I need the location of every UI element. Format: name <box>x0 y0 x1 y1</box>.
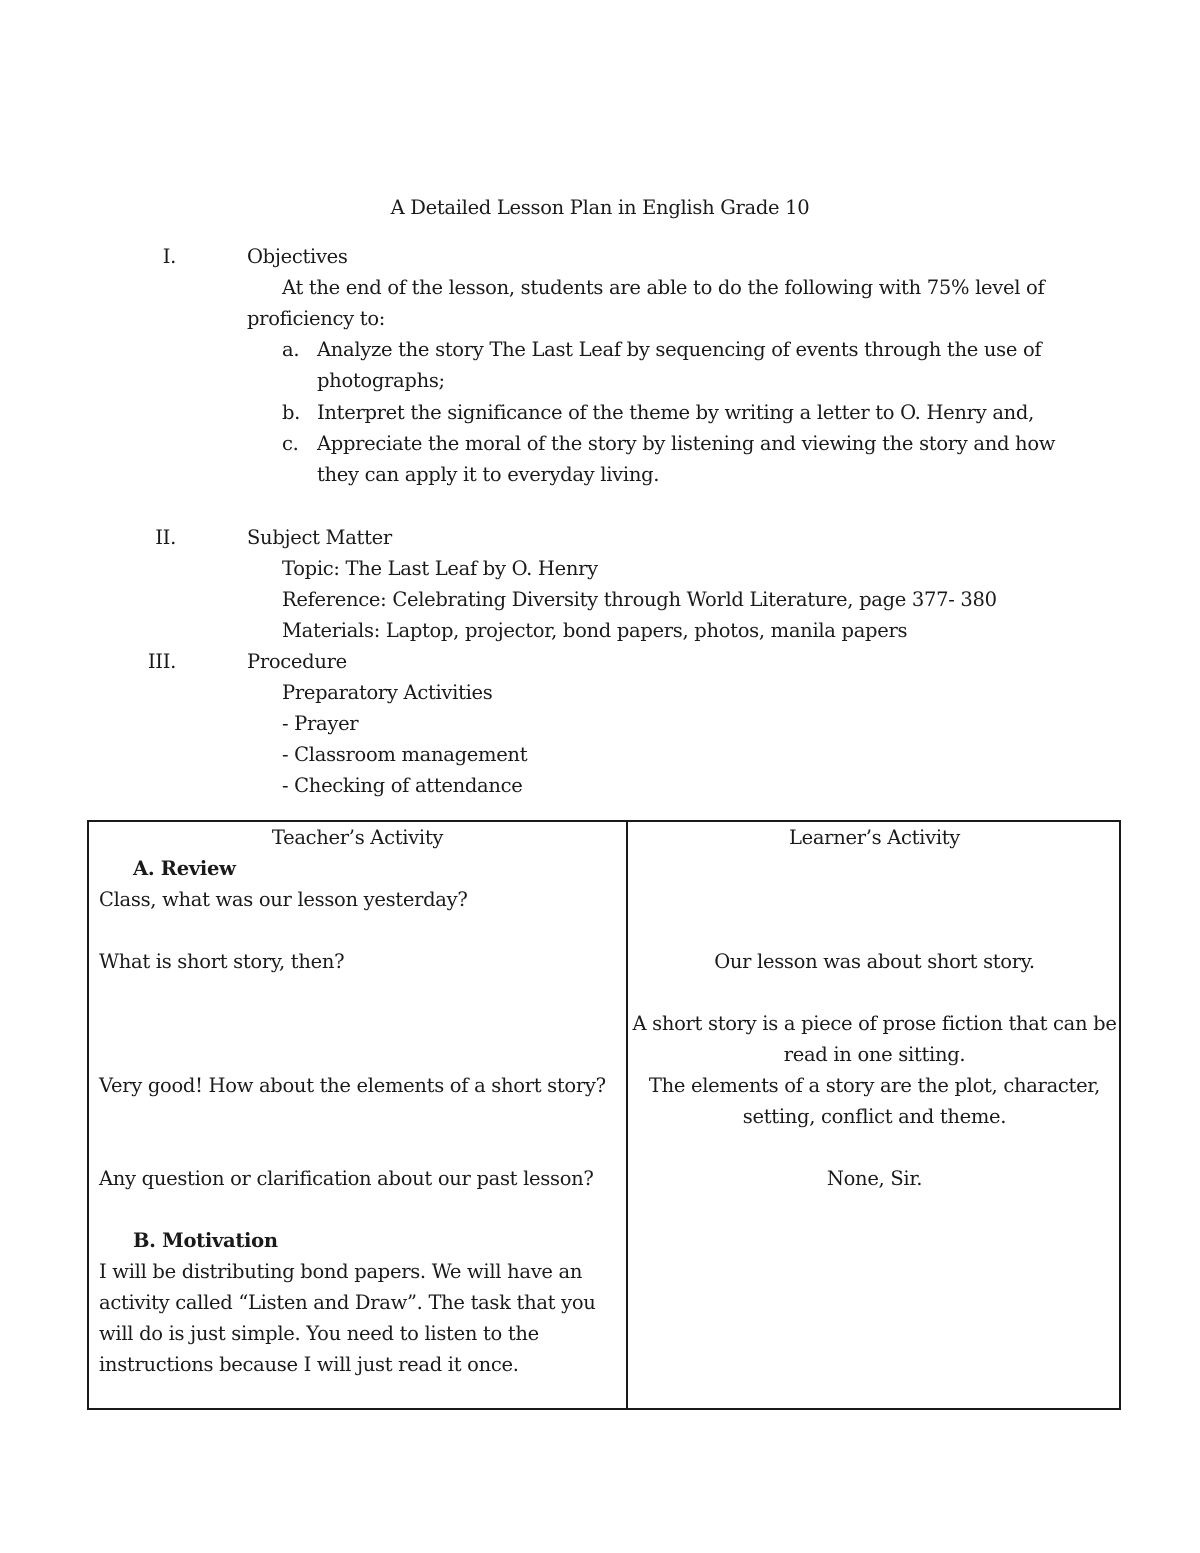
section-heading-subject-matter: Subject Matter <box>247 526 392 549</box>
objective-a-line1: Analyze the story The Last Leaf by sequencing of events through the use of <box>317 338 1042 361</box>
table-header-teacher: Teacher’s Activity <box>271 826 444 849</box>
procedure-item-prayer: - Prayer <box>282 712 359 735</box>
section-heading-objectives: Objectives <box>247 245 348 268</box>
motivation-line-1: I will be distributing bond papers. We will have an <box>99 1260 583 1283</box>
subject-materials: Materials: Laptop, projector, bond papers, photos, manila papers <box>282 619 908 642</box>
table-header-learner: Learner’s Activity <box>788 826 961 849</box>
page-title: A Detailed Lesson Plan in English Grade 10 <box>390 196 810 219</box>
objective-c-line1: Appreciate the moral of the story by listening and viewing the story and how <box>317 432 1056 455</box>
learner-answer-4: None, Sir. <box>826 1167 923 1190</box>
objective-letter-b: b. <box>282 401 301 424</box>
learner-answer-3-line2: setting, conflict and theme. <box>742 1105 1007 1128</box>
objectives-intro-line2: proficiency to: <box>247 307 386 330</box>
motivation-line-3: will do is just simple. You need to listen to the <box>99 1322 539 1345</box>
activity-table <box>87 820 1121 1410</box>
procedure-subheading: Preparatory Activities <box>282 681 493 704</box>
teacher-question-1: Class, what was our lesson yesterday? <box>99 888 468 911</box>
subject-reference: Reference: Celebrating Diversity through World Literature, page 377- 380 <box>282 588 997 611</box>
section-numeral-objectives: I. <box>162 245 176 268</box>
learner-answer-2-line1: A short story is a piece of prose fiction that can be <box>632 1012 1117 1035</box>
objective-letter-a: a. <box>282 338 300 361</box>
learner-answer-2-line2: read in one sitting. <box>783 1043 966 1066</box>
motivation-line-4: instructions because I will just read it once. <box>99 1353 519 1376</box>
motivation-label: B. Motivation <box>133 1229 278 1252</box>
learner-answer-3-line1: The elements of a story are the plot, character, <box>648 1074 1101 1097</box>
learner-answer-1: Our lesson was about short story. <box>714 950 1035 973</box>
procedure-item-attendance: - Checking of attendance <box>282 774 523 797</box>
teacher-question-3: Very good! How about the elements of a short story? <box>99 1074 606 1097</box>
objective-a-line2: photographs; <box>317 369 445 392</box>
objectives-intro-line1: At the end of the lesson, students are able to do the following with 75% level of <box>282 276 1045 299</box>
teacher-question-4: Any question or clarification about our past lesson? <box>99 1167 594 1190</box>
section-numeral-subject-matter: II. <box>155 526 176 549</box>
subject-topic: Topic: The Last Leaf by O. Henry <box>282 557 598 580</box>
objective-b-line1: Interpret the significance of the theme by writing a letter to O. Henry and, <box>317 401 1034 424</box>
review-label: A. Review <box>133 857 236 880</box>
section-numeral-procedure: III. <box>147 650 176 673</box>
motivation-line-2: activity called “Listen and Draw”. The task that you <box>99 1291 596 1314</box>
procedure-item-classroom-management: - Classroom management <box>282 743 528 766</box>
objective-letter-c: c. <box>282 432 299 455</box>
teacher-question-2: What is short story, then? <box>99 950 345 973</box>
section-heading-procedure: Procedure <box>247 650 347 673</box>
objective-c-line2: they can apply it to everyday living. <box>317 463 660 486</box>
